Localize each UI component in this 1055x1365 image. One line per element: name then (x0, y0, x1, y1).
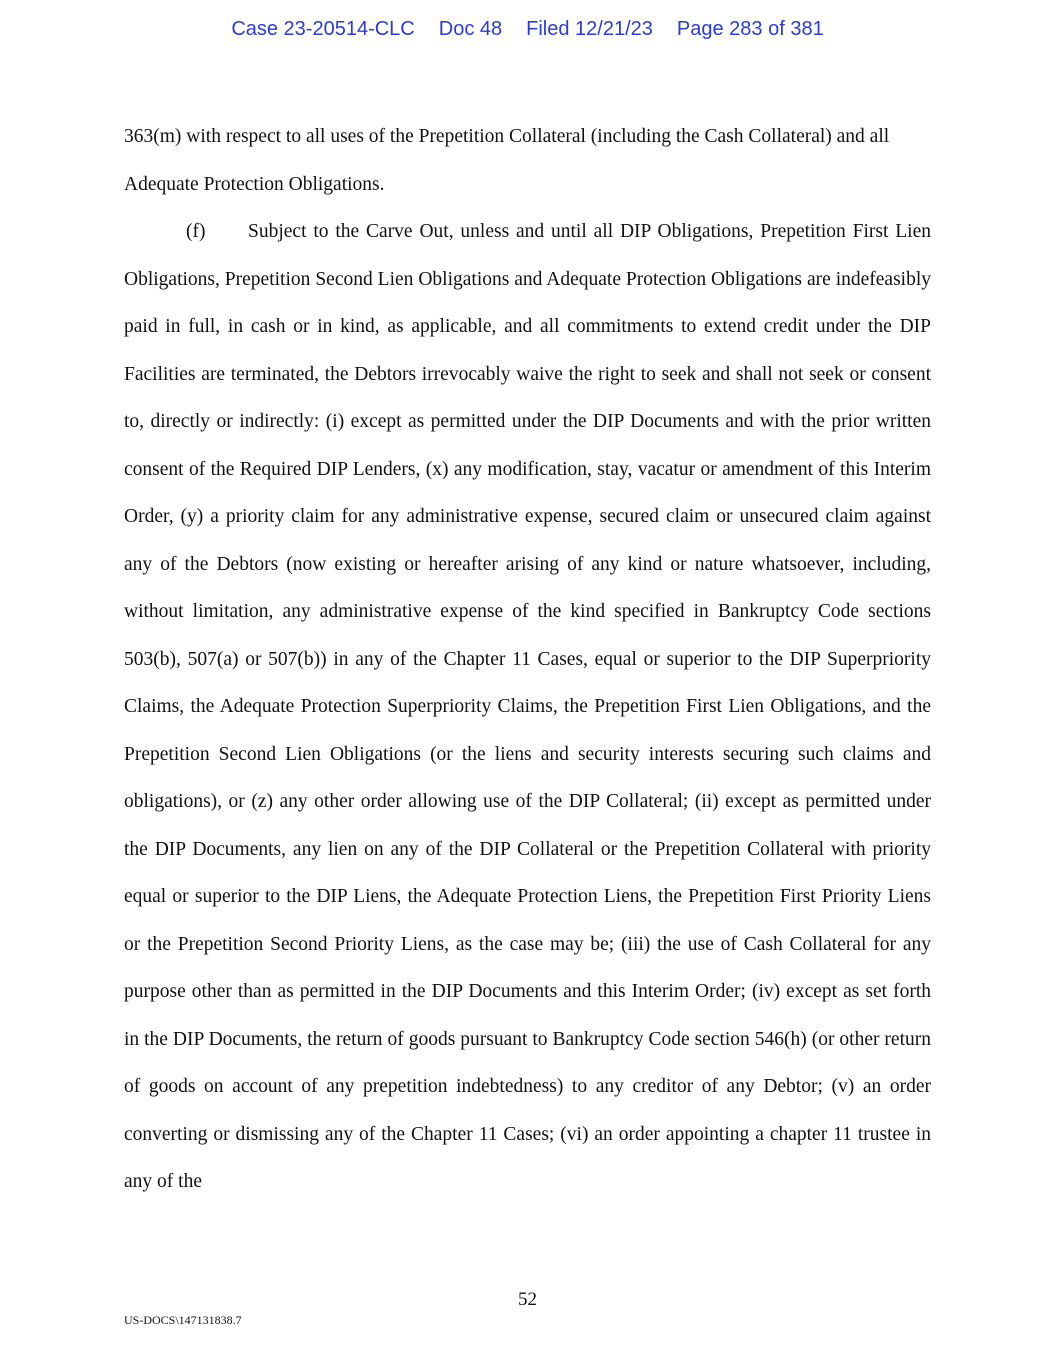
court-filing-header (0, 18, 1055, 41)
page-number: 52 (518, 1289, 537, 1310)
paragraph-f (124, 208, 931, 1206)
page-count: Page 283 of 381 (676, 18, 824, 40)
docket-number: Doc 48 (438, 18, 503, 40)
case-number: Case 23-20514-CLC (231, 18, 415, 40)
document-id: US-DOCS\147131838.7 (124, 1313, 242, 1327)
filed-date: Filed 12/21/23 (526, 18, 653, 40)
paragraph-marker: (f) (186, 221, 206, 242)
document-body (124, 113, 931, 1206)
continuation-paragraph: 363(m) with respect to all uses of the Prepetition Collateral (including the Cash Collateral) and all Adequate Protection Obligations. (124, 126, 890, 195)
paragraph-f-text: Subject to the Carve Out, unless and until all DIP Obligations, Prepetition First Lien Obligations, Prepetition Second Lien Obligations and Adequate Protection Obligations are indefeasibly paid in full, in cash or in kind, as applicable, and all commitments to extend credit under the DIP Facilities are terminated, the Debtors irrevocably waive the right to seek and shall not seek or consent to, directly or indirectly: (i) except as permitted under the DIP Documents and with the prior written consent of the Required DIP Lenders, (x) any modification, stay, vacatur or amendment of this Interim Order, (y) a priority claim for any administrative expense, secured claim or unsecured claim against any of the Debtors (now existing or hereafter arising of any kind or nature whatsoever, including, without limitation, any administrative expense of the kind specified in Bankruptcy Code sections 503(b), 507(a) or 507(b)) in any of the Chapter 11 Cases, equal or superior to the DIP Superpriority Claims, the Adequate Protection Superpriority Claims, the Prepetition First Lien Obligations, and the Prepetition Second Lien Obligations (or the liens and security interests securing such claims and obligations), or (z) any other order allowing use of the DIP Collateral; (ii) except as permitted under the DIP Documents, any lien on any of the DIP Collateral or the Prepetition Collateral with priority equal or superior to the DIP Liens, the Adequate Protection Liens, the Prepetition First Priority Liens or the Prepetition Second Priority Liens, as the case may be; (iii) the use of Cash Collateral for any purpose other than as permitted in the DIP Documents and this Interim Order; (iv) except as set forth in the DIP Documents, the return of goods pursuant to Bankruptcy Code section 546(h) (or other return of goods on account of any prepetition indebtedness) to any creditor of any Debtor; (v) an order converting or dismissing any of the Chapter 11 Cases; (vi) an order appointing a chapter 11 trustee in any of the (124, 221, 931, 1192)
